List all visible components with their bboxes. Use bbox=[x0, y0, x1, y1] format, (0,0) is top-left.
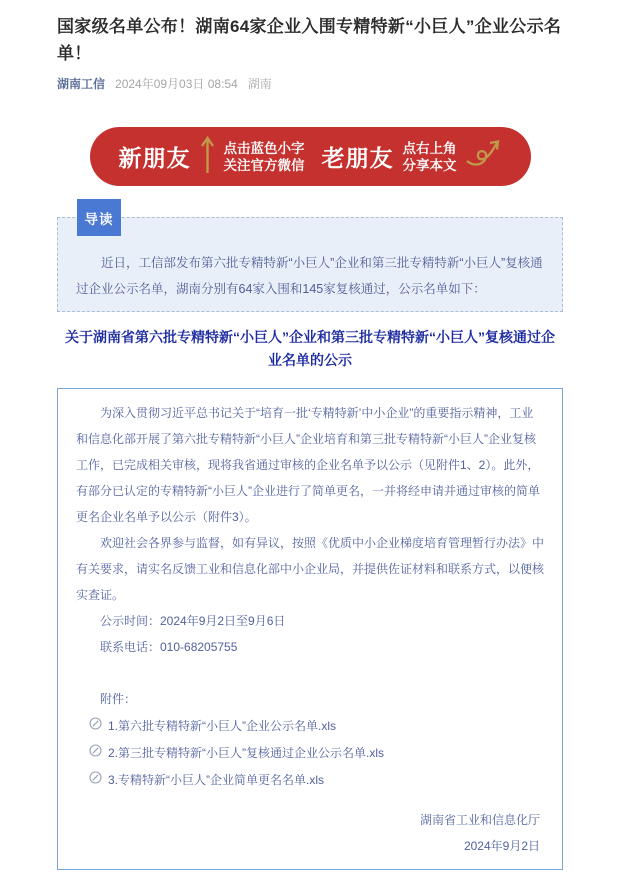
follow-promo-banner bbox=[90, 127, 531, 186]
publicity-period: 公示时间：2024年9月2日至9月6日 bbox=[100, 614, 286, 628]
new-friend-tip bbox=[224, 140, 305, 174]
attachment-row[interactable] bbox=[76, 767, 544, 793]
new-friend-tip-line2: 关注官方微信 bbox=[223, 157, 305, 173]
old-friend-tip bbox=[403, 140, 457, 174]
new-friend-tip-line1: 点击蓝色小字 bbox=[223, 140, 305, 156]
curly-arrow-icon bbox=[466, 137, 502, 176]
new-friend-label: 新朋友 bbox=[118, 145, 191, 171]
attachment-link-2[interactable]: 2.第三批专精特新“小巨人”复核通过企业公示名单.xls bbox=[108, 746, 385, 760]
attachments-label: 附件： bbox=[100, 692, 137, 706]
signature-date: 2024年9月2日 bbox=[463, 839, 540, 853]
article-title: 国家级名单公布！湖南64家企业入围专精特新“小巨人”企业公示名单！ bbox=[57, 17, 562, 63]
attachment-row[interactable] bbox=[76, 740, 544, 766]
attachment-row[interactable] bbox=[76, 713, 544, 739]
intro-section bbox=[57, 211, 563, 312]
signature-block bbox=[76, 807, 544, 859]
publish-location: 湖南 bbox=[247, 77, 272, 91]
signature-org: 湖南省工业和信息化厅 bbox=[419, 813, 540, 827]
notice-heading: 关于湖南省第六批专精特新“小巨人”企业和第三批专精特新“小巨人”复核通过企业名单的公示 bbox=[65, 329, 555, 368]
intro-badge: 导读 bbox=[77, 199, 121, 236]
old-friend-label: 老朋友 bbox=[321, 145, 394, 171]
attachment-icon bbox=[89, 740, 102, 766]
publish-datetime: 2024年09月03日 08:54 bbox=[115, 77, 238, 91]
notice-paragraph-1: 为深入贯彻习近平总书记关于“培育一批‘专精特新’中小企业”的重要指示精神，工业和信息化部开展了第六批专精特新“小巨人”企业培育和第三批专精特新“小巨人”企业复核工作，已完成相关审核，现将我省通过审核的企业名单予以公示（见附件1、2）。此外，有部分已认定的专精特新“小巨人”企业进行了简单更名，一并将经申请并通过审核的简单更名企业名单予以公示（附件3）。 bbox=[76, 406, 540, 524]
attachment-link-3[interactable]: 3.专精特新“小巨人”企业简单更名名单.xls bbox=[108, 773, 325, 787]
old-friend-tip-line1: 点右上角 bbox=[402, 140, 457, 156]
attachment-link-1[interactable]: 1.第六批专精特新“小巨人”企业公示名单.xls bbox=[108, 719, 337, 733]
intro-box bbox=[57, 217, 563, 312]
attachment-icon bbox=[89, 767, 102, 793]
notice-paragraph-2: 欢迎社会各界参与监督，如有异议，按照《优质中小企业梯度培育管理暂行办法》中有关要求，请实名反馈工业和信息化部中小企业局，并提供佐证材料和联系方式，以便核实查证。 bbox=[76, 536, 545, 602]
up-arrow-icon bbox=[200, 134, 215, 179]
old-friend-tip-line2: 分享本文 bbox=[402, 157, 457, 173]
notice-box bbox=[57, 388, 563, 870]
byline bbox=[57, 75, 563, 92]
contact-phone: 联系电话：010-68205755 bbox=[100, 640, 238, 654]
attachment-icon bbox=[89, 713, 102, 739]
account-name-link[interactable]: 湖南工信 bbox=[57, 77, 106, 91]
intro-text: 近日，工信部发布第六批专精特新“小巨人”企业和第三批专精特新“小巨人”复核通过企业公示名单，湖南分别有64家入围和145家复核通过，公示名单如下： bbox=[76, 256, 543, 296]
